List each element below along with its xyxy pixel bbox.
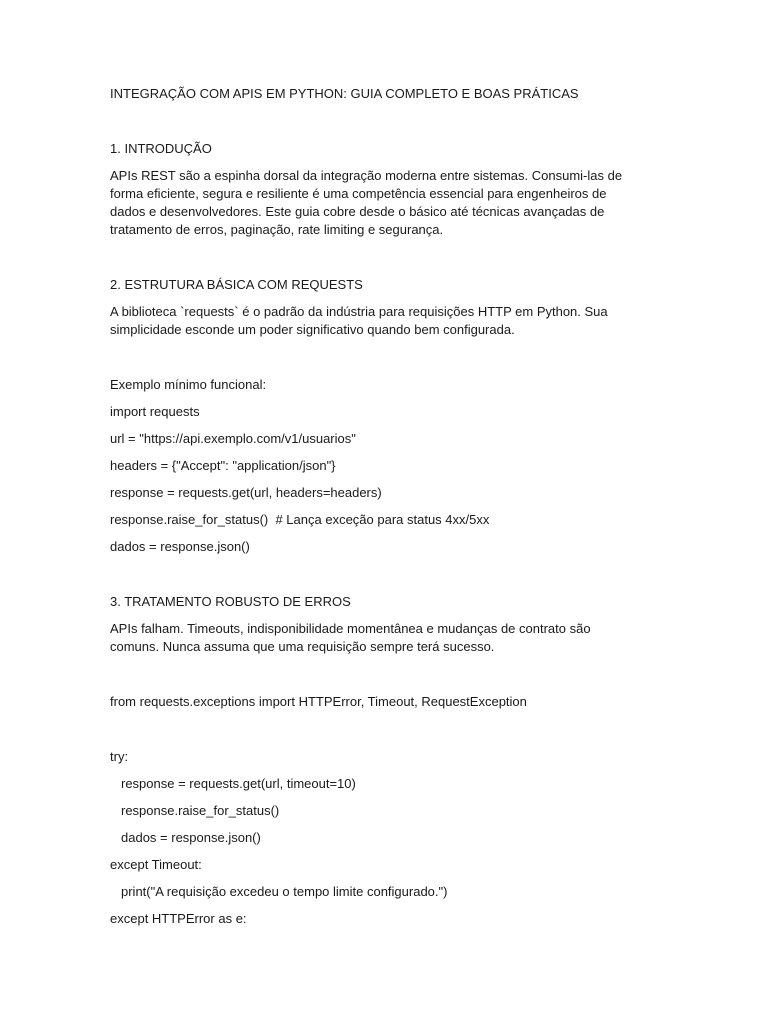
code-line: dados = response.json(): [110, 539, 250, 554]
paragraph-line: APIs falham. Timeouts, indisponibilidade momentânea e mudanças de contrato são: [110, 621, 591, 636]
code-line: headers = {"Accept": "application/json"}: [110, 458, 336, 473]
code-line: print("A requisição excedeu o tempo limite configurado."): [121, 884, 448, 899]
paragraph-line: simplicidade esconde um poder significativo quando bem configurada.: [110, 322, 515, 337]
spacer: [110, 565, 658, 593]
section-1-paragraph: [110, 167, 658, 239]
code-line: from requests.exceptions import HTTPError, Timeout, RequestException: [110, 694, 527, 709]
spacer: [110, 248, 658, 276]
code-line: dados = response.json(): [121, 830, 261, 845]
code-line: try:: [110, 749, 129, 764]
spacer: [110, 720, 658, 748]
section-3-paragraph: [110, 620, 658, 656]
code-line: response.raise_for_status(): [121, 803, 280, 818]
code-line: except Timeout:: [110, 857, 202, 872]
paragraph-line: comuns. Nunca assuma que uma requisição sempre terá sucesso.: [110, 639, 495, 654]
paragraph-line: APIs REST são a espinha dorsal da integração moderna entre sistemas. Consumi-las de: [110, 168, 623, 183]
paragraph-line: A biblioteca `requests` é o padrão da indústria para requisições HTTP em Python. Sua: [110, 304, 608, 319]
code-line: response = requests.get(url, timeout=10): [121, 776, 356, 791]
paragraph-line: forma eficiente, segura e resiliente é uma competência essencial para engenheiros de: [110, 186, 607, 201]
code-line: response.raise_for_status() # Lança exceção para status 4xx/5xx: [110, 512, 490, 527]
section-1-heading: 1. INTRODUÇÃO: [110, 141, 212, 156]
section-2-paragraph: [110, 303, 658, 339]
section-2-heading: 2. ESTRUTURA BÁSICA COM REQUESTS: [110, 277, 363, 292]
code-line: import requests: [110, 404, 200, 419]
spacer: [110, 665, 658, 693]
code-line: except HTTPError as e:: [110, 911, 247, 926]
paragraph-line: dados e desenvolvedores. Este guia cobre desde o básico até técnicas avançadas de: [110, 204, 605, 219]
code-line: response = requests.get(url, headers=headers): [110, 485, 382, 500]
paragraph-line: tratamento de erros, paginação, rate limiting e segurança.: [110, 222, 444, 237]
example-label: Exemplo mínimo funcional:: [110, 377, 267, 392]
section-3-heading: 3. TRATAMENTO ROBUSTO DE ERROS: [110, 594, 351, 609]
document-title: INTEGRAÇÃO COM APIS EM PYTHON: GUIA COMPLETO E BOAS PRÁTICAS: [110, 86, 579, 101]
code-line: url = "https://api.exemplo.com/v1/usuarios": [110, 431, 356, 446]
spacer: [110, 348, 658, 376]
